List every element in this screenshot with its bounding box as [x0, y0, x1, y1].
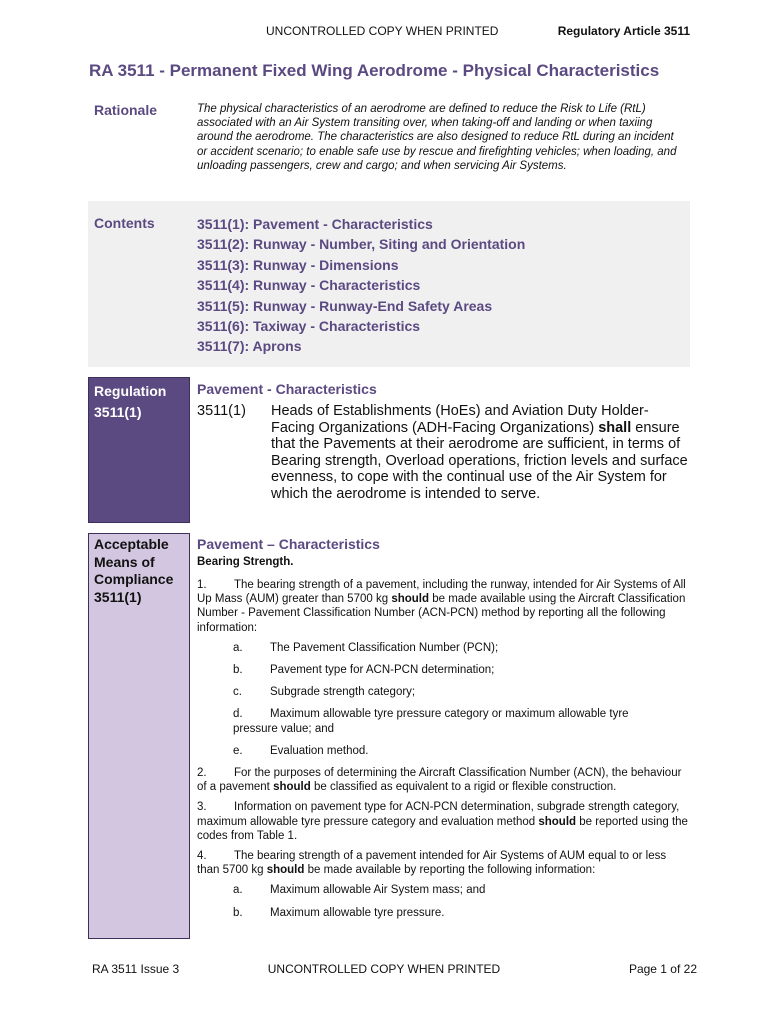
contents-item[interactable]: 3511(4): Runway - Characteristics	[197, 277, 421, 294]
list-item	[197, 707, 689, 735]
list-letter: a.	[233, 884, 243, 897]
regulation-text	[271, 403, 691, 503]
para-text: The bearing strength of a pavement, including the runway, intended for Air Systems of All Up Mass (AUM) greater than 5700 kg	[197, 579, 686, 606]
list-letter: a.	[233, 641, 243, 654]
list-item	[197, 883, 689, 897]
amc-heading: Pavement – Characteristics	[197, 536, 380, 552]
list-item	[197, 685, 689, 699]
footer-uncontrolled: UNCONTROLLED COPY WHEN PRINTED	[267, 962, 501, 976]
header-article: Regulatory Article 3511	[557, 24, 690, 38]
para-number: 4.	[197, 850, 207, 863]
contents-list	[197, 214, 525, 357]
amc-body	[197, 578, 689, 928]
regulation-text-b: ensure that the Pavements at their aerodrome are sufficient, in terms of Bearing strength, Overload operations, friction levels and surface evenness, to cope with the continual use of the Air System for which the aerodrome is intended to serve.	[271, 419, 688, 502]
para-text: The bearing strength of a pavement intended for Air Systems of AUM equal to or less than 5700 kg	[197, 850, 667, 877]
amc-label	[94, 536, 188, 606]
amc-label-line: Compliance	[94, 571, 174, 587]
contents-item[interactable]: 3511(2): Runway - Number, Siting and Orientation	[197, 236, 526, 253]
list-letter: d.	[233, 708, 243, 721]
list-letter: b.	[233, 664, 243, 677]
contents-item[interactable]: 3511(5): Runway - Runway-End Safety Areas	[197, 297, 493, 314]
regulation-number: 3511(1)	[197, 403, 246, 419]
regulation-label	[94, 381, 166, 423]
para-should: should	[266, 864, 305, 877]
para-should: should	[391, 593, 430, 606]
amc-paragraph-2	[197, 766, 689, 794]
para-text: be classified as equivalent to a rigid or flexible construction.	[310, 781, 617, 794]
list-text: The Pavement Classification Number (PCN);	[270, 641, 499, 654]
para-text: be made available by reporting the following information:	[304, 864, 596, 877]
para-number: 1.	[197, 579, 207, 591]
list-letter: e.	[233, 744, 243, 757]
rationale-label: Rationale	[94, 102, 158, 118]
list-item	[197, 663, 689, 677]
page-title: RA 3511 - Permanent Fixed Wing Aerodrome - Physical Characteristics	[89, 61, 660, 80]
rationale-text: The physical characteristics of an aerodrome are defined to reduce the Risk to Life (RtL) associated with an Air System transiting over, when taking-off and landing or when taxiing around the aerodrome. The characteristics are also designed to reduce RtL during an incident or accident scenario; to enable safe use by rescue and firefighting vehicles; when loading, and unloading passengers, crew and cargo; and when servicing Air Systems.	[197, 103, 677, 172]
para-text: Information on pavement type for ACN-PCN determination, subgrade strength category, maximum allowable tyre pressure category and evaluation method	[197, 801, 680, 828]
list-text: Evaluation method.	[270, 744, 369, 757]
para-text: be made available using the Aircraft Classification Number - Pavement Classification Number (ACN-PCN) method by reporting all the following information:	[197, 593, 686, 634]
contents-item[interactable]: 3511(1): Pavement - Characteristics	[197, 216, 433, 232]
list-item	[197, 744, 689, 758]
list-text: Maximum allowable Air System mass; and	[270, 884, 486, 897]
amc-label-number: 3511(1)	[94, 588, 142, 605]
header-uncontrolled: UNCONTROLLED COPY WHEN PRINTED	[266, 24, 499, 38]
regulation-text-a: Heads of Establishments (HoEs) and Aviation Duty Holder-Facing Organizations (ADH-Facing Organizations)	[271, 403, 649, 436]
footer-page-number: Page 1 of 22	[628, 962, 697, 976]
para-text: For the purposes of determining the Aircraft Classification Number (ACN), the behaviour of a pavement	[197, 767, 682, 794]
list-text-cont: pressure value; and	[233, 722, 335, 735]
contents-item[interactable]: 3511(3): Runway - Dimensions	[197, 256, 399, 273]
contents-item[interactable]: 3511(6): Taxiway - Characteristics	[197, 317, 421, 334]
regulation-label-number: 3511(1)	[94, 404, 142, 420]
list-text: Maximum allowable tyre pressure category or maximum allowable tyre	[270, 708, 629, 721]
para-number: 2.	[197, 767, 207, 780]
regulation-label-line: Regulation	[94, 383, 167, 399]
list-letter: b.	[233, 906, 243, 919]
list-text: Pavement type for ACN-PCN determination;	[270, 664, 495, 677]
list-text: Subgrade strength category;	[270, 686, 416, 699]
list-text: Maximum allowable tyre pressure.	[270, 906, 445, 919]
list-item	[197, 906, 689, 920]
footer-issue: RA 3511 Issue 3	[92, 962, 180, 976]
amc-label-line: Means of	[94, 553, 155, 570]
para-should: should	[273, 781, 311, 794]
regulation-shall: shall	[598, 419, 632, 436]
amc-subheading: Bearing Strength.	[197, 556, 294, 568]
amc-paragraph-3	[197, 800, 689, 843]
regulation-heading: Pavement - Characteristics	[197, 381, 377, 397]
para-text: be reported using the codes from Table 1.	[197, 815, 688, 842]
para-should: should	[538, 815, 577, 828]
amc-paragraph-1	[197, 578, 689, 635]
amc-label-line: Acceptable	[94, 536, 169, 552]
list-item	[197, 641, 689, 655]
para-number: 3.	[197, 801, 207, 814]
amc-paragraph-4	[197, 849, 689, 877]
list-letter: c.	[233, 686, 242, 699]
contents-label: Contents	[94, 215, 155, 231]
contents-item[interactable]: 3511(7): Aprons	[197, 338, 302, 355]
